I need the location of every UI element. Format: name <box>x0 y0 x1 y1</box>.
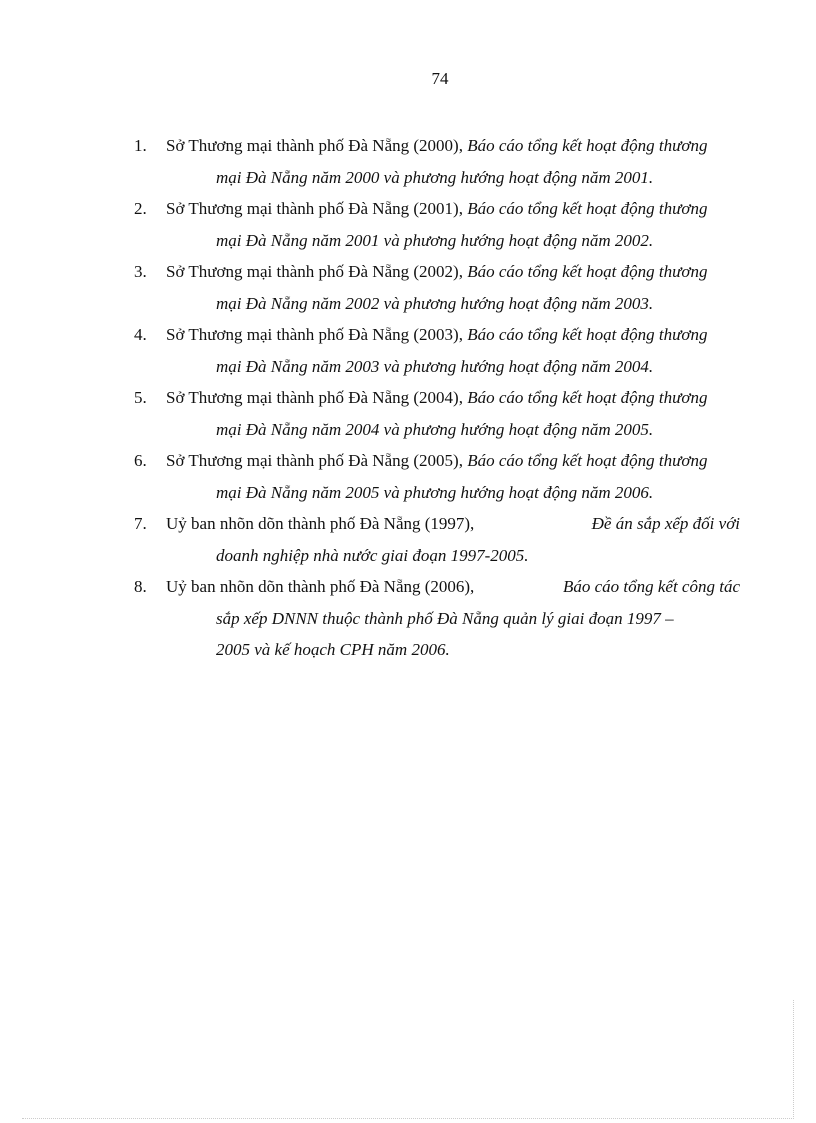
reference-body <box>166 571 740 666</box>
reference-author: Uỷ ban nhõn dõn thành phố Đà Nẵng (1997), <box>166 514 475 533</box>
reference-number: 7. <box>134 514 147 533</box>
reference-title-continued: 2005 và kế hoạch CPH năm 2006. <box>216 640 450 659</box>
reference-body <box>166 319 740 382</box>
page-border-bottom <box>22 1118 794 1119</box>
reference-number: 1. <box>134 136 147 155</box>
reference-first-line <box>166 382 740 414</box>
reference-title: Báo cáo tổng kết hoạt động thương <box>467 325 708 344</box>
reference-item-4 <box>134 319 740 382</box>
reference-title: Đề án sắp xếp đối với <box>591 514 740 533</box>
reference-body <box>166 382 740 445</box>
reference-author: Sở Thương mại thành phố Đà Nẵng (2005), <box>166 451 463 470</box>
reference-body <box>166 445 740 508</box>
reference-title-continued: mại Đà Nẵng năm 2000 và phương hướng hoạt động năm 2001. <box>216 167 654 187</box>
reference-title-continued: mại Đà Nẵng năm 2001 và phương hướng hoạt động năm 2002. <box>216 230 654 250</box>
reference-item-5 <box>134 382 740 445</box>
reference-item-6 <box>134 445 740 508</box>
reference-title-continued: mại Đà Nẵng năm 2004 và phương hướng hoạt động năm 2005. <box>216 419 654 439</box>
reference-item-1 <box>134 130 740 193</box>
reference-title-continued: mại Đà Nẵng năm 2003 và phương hướng hoạt động năm 2004. <box>216 356 654 376</box>
reference-first-line <box>166 256 740 288</box>
reference-body <box>166 508 740 571</box>
reference-number: 8. <box>134 577 147 596</box>
reference-number: 5. <box>134 388 147 407</box>
reference-author: Sở Thương mại thành phố Đà Nẵng (2000), <box>166 136 463 155</box>
reference-item-7 <box>134 508 740 571</box>
reference-first-line <box>166 193 740 225</box>
reference-title: Báo cáo tổng kết hoạt động thương <box>467 199 708 218</box>
page-border-right <box>793 1000 794 1119</box>
reference-title: Báo cáo tổng kết hoạt động thương <box>467 136 708 155</box>
reference-title: Báo cáo tổng kết hoạt động thương <box>467 451 708 470</box>
reference-title: Báo cáo tổng kết hoạt động thương <box>467 262 708 281</box>
reference-body <box>166 256 740 319</box>
reference-title-continued: mại Đà Nẵng năm 2002 và phương hướng hoạt động năm 2003. <box>216 293 654 313</box>
reference-first-line <box>166 508 740 540</box>
reference-first-line <box>166 571 740 603</box>
reference-list <box>134 130 740 666</box>
reference-number: 4. <box>134 325 147 344</box>
reference-author: Sở Thương mại thành phố Đà Nẵng (2001), <box>166 199 463 218</box>
reference-number: 2. <box>134 199 147 218</box>
page-number: 74 <box>431 69 449 88</box>
reference-author: Sở Thương mại thành phố Đà Nẵng (2004), <box>166 388 463 407</box>
reference-number: 3. <box>134 262 147 281</box>
reference-author: Uỷ ban nhõn dõn thành phố Đà Nẵng (2006), <box>166 577 475 596</box>
reference-title: Báo cáo tổng kết công tác <box>562 577 740 596</box>
reference-body <box>166 193 740 256</box>
reference-number: 6. <box>134 451 147 470</box>
reference-body <box>166 130 740 193</box>
reference-first-line <box>166 319 740 351</box>
reference-title-continued: mại Đà Nẵng năm 2005 và phương hướng hoạt động năm 2006. <box>216 482 654 502</box>
reference-title-continued: doanh nghiệp nhà nước giai đoạn 1997-2005. <box>216 545 529 565</box>
reference-first-line <box>166 445 740 477</box>
reference-title: Báo cáo tổng kết hoạt động thương <box>467 388 708 407</box>
reference-author: Sở Thương mại thành phố Đà Nẵng (2003), <box>166 325 463 344</box>
reference-item-8 <box>134 571 740 666</box>
reference-item-2 <box>134 193 740 256</box>
reference-title-continued: sắp xếp DNNN thuộc thành phố Đà Nẵng quản lý giai đoạn 1997 – <box>216 608 674 628</box>
reference-item-3 <box>134 256 740 319</box>
reference-author: Sở Thương mại thành phố Đà Nẵng (2002), <box>166 262 463 281</box>
reference-first-line <box>166 130 740 162</box>
